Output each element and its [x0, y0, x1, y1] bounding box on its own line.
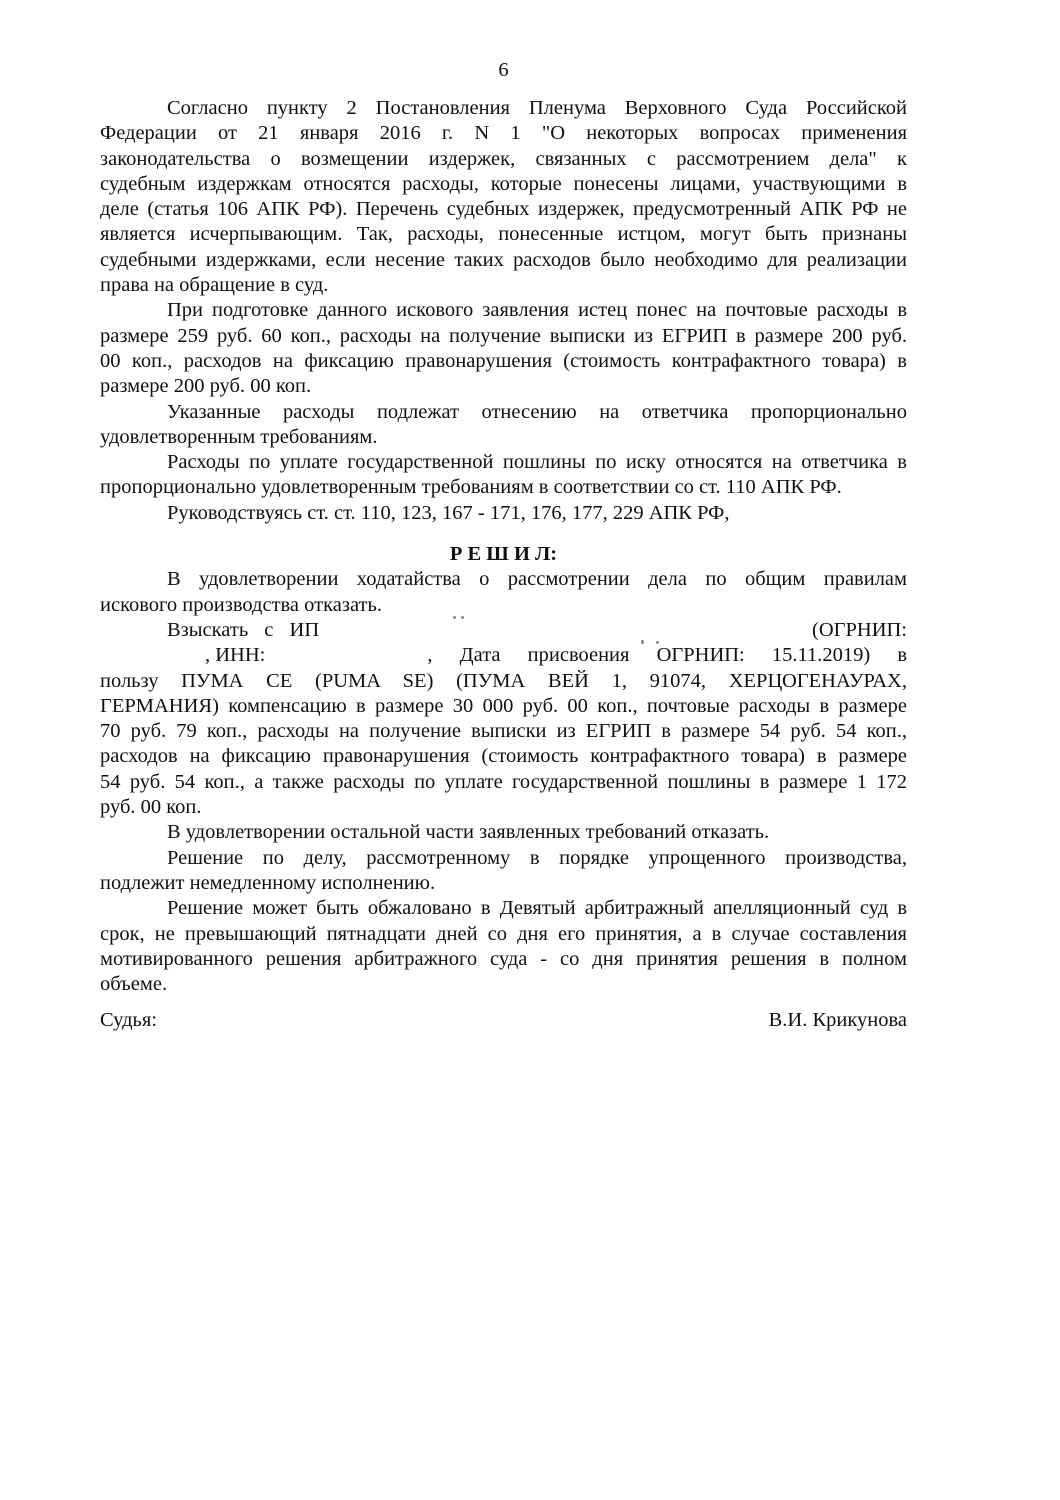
- judge-name: В.И. Крикунова: [768, 1009, 907, 1032]
- text-line: судебным издержкам относятся расходы, которые понесены лицами, участвующими в: [100, 172, 907, 195]
- paragraph-rest-denied: [100, 820, 907, 845]
- recover-from-text: Взыскать с ИП: [167, 618, 320, 641]
- text-line: законодательства о возмещении издержек, связанных с рассмотрением дела" к: [100, 147, 907, 170]
- paragraph-claim-costs: [100, 298, 907, 399]
- text-line: срок, не превышающий пятнадцати дней со дня его принятия, а в случае составления: [100, 922, 907, 945]
- paragraph-guided-by: [100, 501, 907, 526]
- text-line: Федерации от 21 января 2016 г. N 1 "О некоторых вопросах применения: [100, 122, 907, 145]
- redaction-artifact: [656, 641, 659, 644]
- inn-label: , ИНН:: [205, 644, 266, 667]
- page-number: 6: [498, 59, 509, 81]
- redaction-artifact: [461, 616, 464, 619]
- text-line: 00 коп., расходов на фиксацию правонарушения (стоимость контрафактного товара) в: [100, 349, 907, 372]
- text-line: 54 руб. 54 коп., а также расходы по уплате государственной пошлины в размере 1 172: [100, 770, 907, 793]
- paragraph-plenum-reference: [100, 96, 907, 298]
- paragraph-state-duty: [100, 450, 907, 501]
- paragraph-immediate-execution: [100, 846, 907, 897]
- text-line: Согласно пункту 2 Постановления Пленума Верховного Суда Российской: [167, 97, 907, 119]
- signature-row: [100, 1008, 907, 1033]
- text-line: права на обращение в суд.: [100, 274, 329, 297]
- paragraph-motion-denied: [100, 567, 907, 618]
- judge-label: Судья:: [100, 1009, 158, 1032]
- text-line: искового производства отказать.: [100, 593, 382, 616]
- redaction-artifact: [641, 640, 644, 644]
- text-line: руб. 00 коп.: [100, 796, 202, 819]
- text-line: пользу ПУМА СЕ (PUMA SE) (ПУМА ВЕЙ 1, 91074, ХЕРЦОГЕНАУРАХ,: [100, 669, 907, 692]
- ogrnip-label: (ОГРНИП:: [812, 618, 907, 641]
- redaction-artifact: [453, 616, 456, 619]
- text-line: мотивированного решения арбитражного суда - со дня принятия решения в полном: [100, 947, 907, 970]
- text-line: Указанные расходы подлежат отнесению на ответчика пропорционально: [167, 400, 907, 423]
- paragraph-appeal-procedure: [100, 896, 907, 997]
- text-line: размере 200 руб. 00 коп.: [100, 375, 312, 398]
- text-line: Руководствуясь ст. ст. 110, 123, 167 - 171, 176, 177, 229 АПК РФ,: [167, 501, 730, 524]
- decision-heading: Р Е Ш И Л:: [449, 543, 558, 566]
- text-line: расходов на фиксацию правонарушения (стоимость контрафактного товара) в размере: [100, 745, 907, 768]
- ogrnip-date-text: , Дата присвоения ОГРНИП: 15.11.2019) в: [427, 644, 907, 667]
- text-line: подлежит немедленному исполнению.: [100, 871, 436, 894]
- text-line: В удовлетворении остальной части заявленных требований отказать.: [167, 821, 770, 844]
- text-line: Решение по делу, рассмотренному в порядке упрощенного производства,: [167, 846, 907, 869]
- text-line: деле (статья 106 АПК РФ). Перечень судебных издержек, предусмотренный АПК РФ не: [100, 198, 907, 221]
- text-line: При подготовке данного искового заявления истец понес на почтовые расходы в: [167, 299, 907, 322]
- text-line: является исчерпывающим. Так, расходы, понесенные истцом, могут быть признаны: [100, 223, 907, 246]
- text-line: судебными издержками, если несение таких расходов было необходимо для реализации: [100, 248, 907, 271]
- text-line: удовлетворенным требованиям.: [100, 425, 378, 448]
- text-line: ГЕРМАНИЯ) компенсацию в размере 30 000 руб. 00 коп., почтовые расходы в размере: [100, 694, 907, 717]
- text-line: [100, 618, 907, 643]
- text-line: пропорционально удовлетворенным требованиям в соответствии со ст. 110 АПК РФ.: [100, 476, 842, 499]
- text-line: объеме.: [100, 973, 168, 996]
- body-text: [100, 96, 907, 1034]
- text-line: [100, 643, 907, 668]
- paragraph-recovery-order: [100, 618, 907, 820]
- text-line: В удовлетворении ходатайства о рассмотрении дела по общим правилам: [167, 568, 907, 591]
- text-line: 70 руб. 79 коп., расходы на получение выписки из ЕГРИП в размере 54 руб. 54 коп.,: [100, 720, 907, 743]
- text-line: размере 259 руб. 60 коп., расходы на получение выписки из ЕГРИП в размере 200 руб.: [100, 324, 907, 347]
- paragraph-costs-allocation: [100, 400, 907, 451]
- text-line: Решение может быть обжаловано в Девятый арбитражный апелляционный суд в: [167, 897, 907, 920]
- text-line: Расходы по уплате государственной пошлины по иску относятся на ответчика в: [167, 451, 907, 474]
